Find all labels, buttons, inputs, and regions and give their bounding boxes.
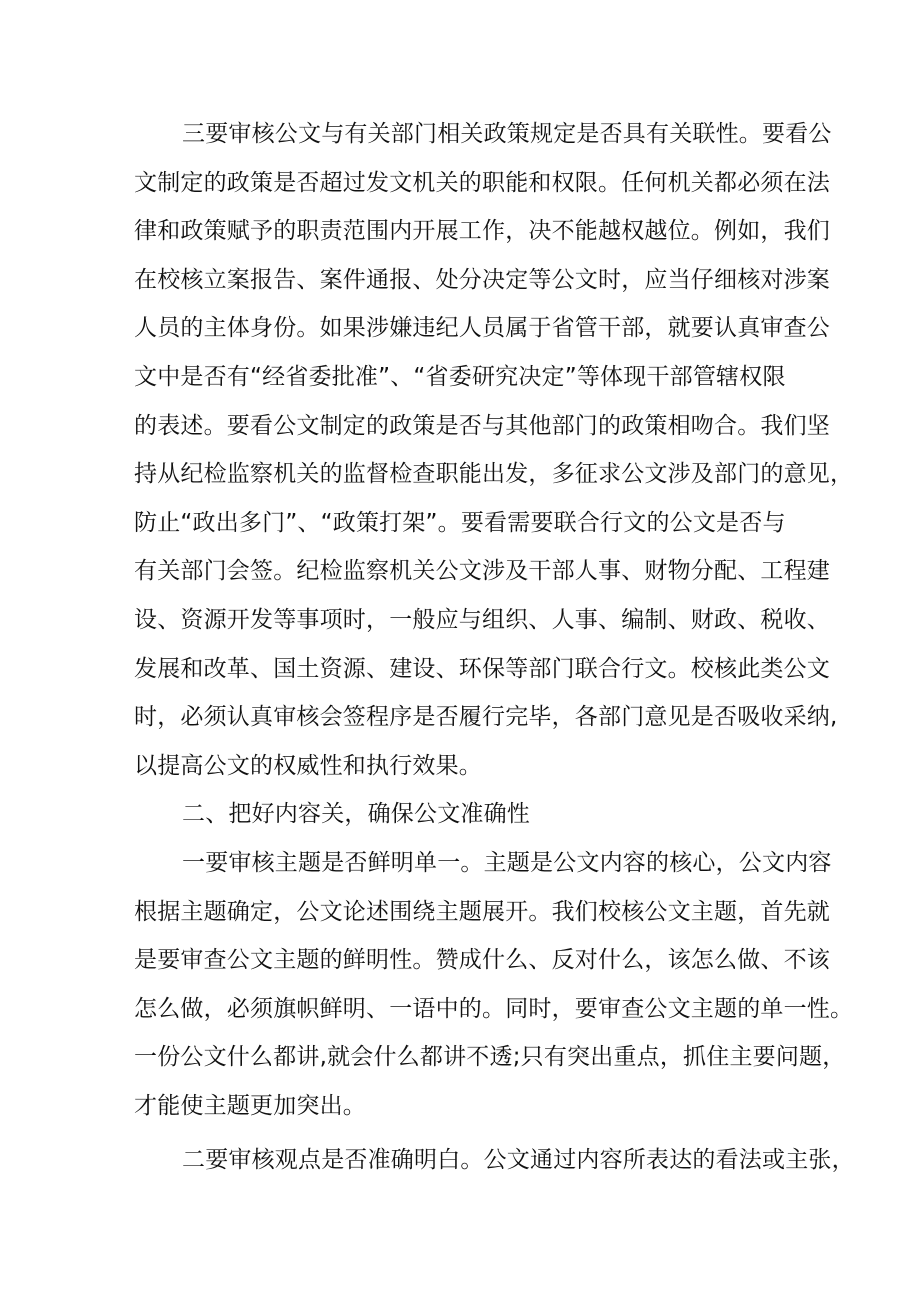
text-line: 发展和改革、国土资源、建设、环保等部门联合行文。校核此类公文 [134,655,830,682]
text-line: 一份公文什么都讲,就会什么都讲不透;只有突出重点，抓住主要问题， [134,1044,846,1071]
text-line: 有关部门会签。纪检监察机关公文涉及干部人事、财物分配、工程建 [134,558,830,585]
text-line: 的表述。要看公文制定的政策是否与其他部门的政策相吻合。我们坚 [134,412,830,439]
text-line: 时，必须认真审核会签程序是否履行完毕，各部门意见是否吸收采纳, [134,704,838,731]
section-heading [134,790,794,839]
text-line: 根据主题确定，公文论述围绕主题展开。我们校核公文主题，首先就 [134,898,830,925]
text-line: 律和政策赋予的职责范围内开展工作，决不能越权越位。例如，我们 [134,218,830,245]
text-line: 一要审核主题是否鲜明单一。主题是公文内容的核心，公文内容 [182,849,832,876]
text-line: 三要审核公文与有关部门相关政策规定是否具有关联性。要看公 [182,121,832,147]
text-line: 防止“政出多门”、“政策打架”。要看需要联合行文的公文是否与 [134,509,786,536]
text-line: 才能使主题更加突出。 [134,1092,366,1119]
paragraph-policy-relevance [134,110,854,790]
text-line: 是要审查公文主题的鲜明性。赞成什么、反对什么，该怎么做、不该 [134,947,830,974]
text-line: 在校核立案报告、案件通报、处分决定等公文时，应当仔细核对涉案 [134,266,830,293]
text-line: 以提高公文的权威性和执行效果。 [134,752,482,779]
heading-line: 二、把好内容关，确保公文准确性 [182,801,530,828]
text-line: 持从纪检监察机关的监督检查职能出发，多征求公文涉及部门的意见， [134,461,854,488]
paragraph-viewpoint-review [134,1136,855,1185]
document-body [134,110,855,1185]
text-line: 人员的主体身份。如果涉嫌违纪人员属于省管干部，就要认真审查公 [134,315,830,342]
text-line: 设、资源开发等事项时，一般应与组织、人事、编制、财政、税收、 [134,606,830,633]
text-line: 文中是否有“经省委批准”、“省委研究决定”等体现干部管辖权限 [134,363,786,390]
text-line: 二要审核观点是否准确明白。公文通过内容所表达的看法或主张， [182,1147,855,1174]
paragraph-theme-review [134,839,854,1131]
text-line: 怎么做，必须旗帜鲜明、一语中的。同时，要审查公文主题的单一性。 [134,995,854,1022]
text-line: 文制定的政策是否超过发文机关的职能和权限。任何机关都必须在法 [134,169,830,196]
